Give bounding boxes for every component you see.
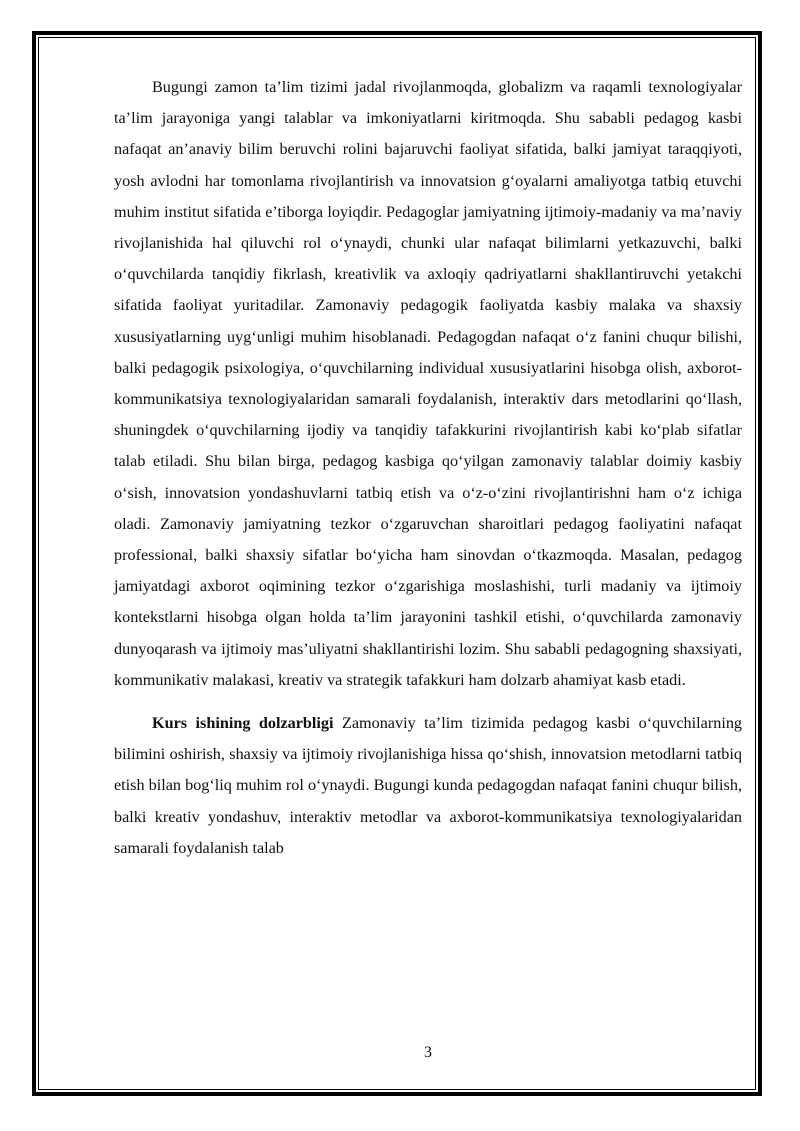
- paragraph-relevance: [114, 708, 742, 864]
- page-number: 3: [424, 1044, 432, 1061]
- document-body: [114, 72, 742, 864]
- paragraph-text: Zamonaviy ta’lim tizimida pedagog kasbi o‘quvchilarning bilimini oshirish, shaxsiy va ijtimoiy rivojlanishiga hissa qo‘shish, innovatsion metodlarni tatbiq etish bilan bog‘liq muhim rol o‘ynaydi. Bugungi kunda pedagogdan nafaqat fanini chuqur bilish, balki kreativ yondashuv, interaktiv metodlar va axborot-kommunikatsiya texnologiyalaridan samarali foydalanish talab: [114, 714, 743, 857]
- paragraph-lead: Kurs ishining dolzarbligi: [152, 714, 334, 733]
- paragraph-intro: [114, 72, 742, 696]
- paragraph-text: Bugungi zamon ta’lim tizimi jadal rivojlanmoqda, globalizm va raqamli texnologiyalar ta’lim jarayoniga yangi talablar va imkoniyatlarni kiritmoqda. Shu sababli pedagog kasbi nafaqat an’anaviy bilim beruvchi rolini bajaruvchi faoliyat sifatida, balki jamiyat taraqqiyoti, yosh avlodni har tomonlama rivojlantirish va innovatsion g‘oyalarni amaliyotga tatbiq etuvchi muhim institut sifatida e’tiborga loyiqdir. Pedagoglar jamiyatning ijtimoiy-madaniy va ma’naviy rivojlanishida hal qiluvchi rol o‘ynaydi, chunki ular nafaqat bilimlarni yetkazuvchi, balki o‘quvchilarda tanqidiy fikrlash, kreativlik va axloqiy qadriyatlarni shakllantiruvchi yetakchi sifatida faoliyat yuritadilar. Zamonaviy pedagogik faoliyatda kasbiy malaka va shaxsiy xususiyatlarning uyg‘unligi muhim hisoblanadi. Pedagogdan nafaqat o‘z fanini chuqur bilishi, balki pedagogik psixologiya, o‘quvchilarning individual xususiyatlarini hisobga olish, axborot-kommunikatsiya texnologiyalaridan samarali foydalanish, interaktiv dars metodlarini qo‘llash, shuningdek o‘quvchilarning ijodiy va tanqidiy tafakkurini rivojlantirish kabi ko‘plab sifatlar talab etiladi. Shu bilan birga, pedagog kasbiga qo‘yilgan zamonaviy talablar doimiy kasbiy o‘sish, innovatsion yondashuvlarni tatbiq etish va o‘z-o‘zini rivojlantirishni ham o‘z ichiga oladi. Zamonaviy jamiyatning tezkor o‘zgaruvchan sharoitlari pedagog faoliyatini nafaqat professional, balki shaxsiy sifatlar bo‘yicha ham sinovdan o‘tkazmoqda. Masalan, pedagog jamiyatdagi axborot oqimining tezkor o‘zgarishiga moslashishi, turli madaniy va ijtimoiy kontekstlarni hisobga olgan holda ta’lim jarayonini tashkil etishi, o‘quvchilarda zamonaviy dunyoqarash va ijtimoiy mas’uliyatni shakllantirishi lozim. Shu sababli pedagogning shaxsiyati, kommunikativ malakasi, kreativ va strategik tafakkuri ham dolzarb ahamiyat kasb etadi.: [114, 78, 742, 689]
